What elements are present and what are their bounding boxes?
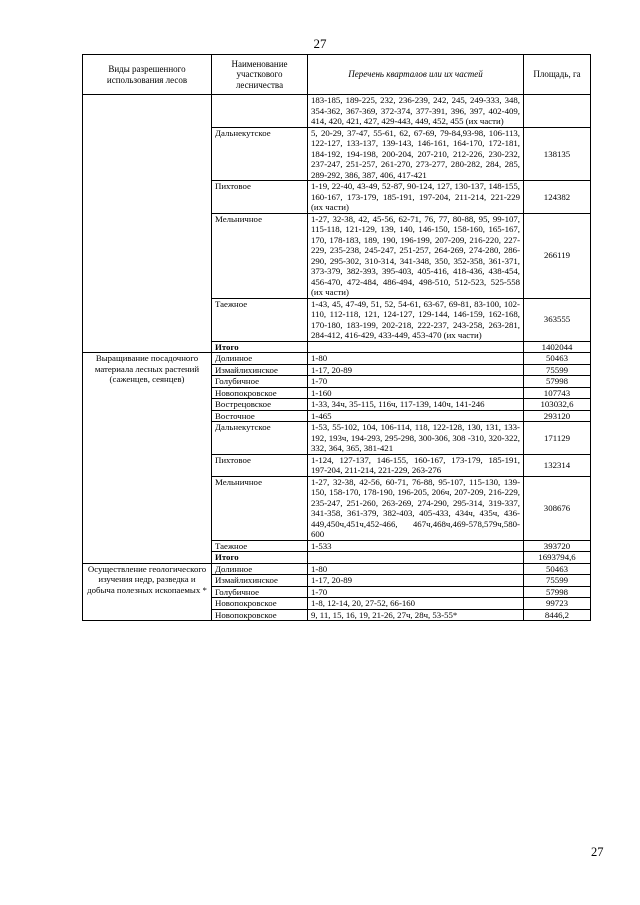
forestry-cell: Голубичное (212, 376, 308, 388)
area-cell: 293120 (524, 410, 591, 422)
quarters-cell: 1-17, 20-89 (308, 575, 524, 587)
table-row (83, 353, 591, 365)
forestry-cell: Новопокровское (212, 598, 308, 610)
forestry-cell: Новопокровское (212, 387, 308, 399)
table-body (83, 95, 591, 621)
quarters-cell: 1-80 (308, 353, 524, 365)
forestry-cell: Восточное (212, 410, 308, 422)
forestry-cell: Долинное (212, 353, 308, 365)
table-row (83, 563, 591, 575)
forestry-cell: Измайлихинское (212, 364, 308, 376)
area-cell: 308676 (524, 476, 591, 540)
area-cell: 57998 (524, 586, 591, 598)
quarters-cell: 1-160 (308, 387, 524, 399)
use-type-cell: Осуществление геологического изучения недр, разведка и добыча полезных ископаемых * (83, 563, 212, 621)
forestry-cell: Пихтовое (212, 181, 308, 214)
quarters-cell: 9, 11, 15, 16, 19, 21-26, 27ч, 28ч, 53-55* (308, 609, 524, 621)
area-cell: 57998 (524, 376, 591, 388)
use-type-cell (83, 95, 212, 353)
area-cell: 393720 (524, 540, 591, 552)
quarters-cell: 1-17, 20-89 (308, 364, 524, 376)
use-type-cell: Выращивание посадочного материала лесных растений (саженцев, сеянцев) (83, 353, 212, 564)
forestry-cell: Дальнекутское (212, 127, 308, 181)
quarters-cell: 1-70 (308, 586, 524, 598)
header-use-type: Виды разрешенного использования лесов (83, 55, 212, 95)
quarters-cell: 1-124, 127-137, 146-155, 160-167, 173-179, 185-191, 197-204, 211-214, 221-229, 263-276 (308, 454, 524, 476)
quarters-cell: 1-33, 34ч, 35-115, 116ч, 117-139, 140ч, 141-246 (308, 399, 524, 411)
forestry-cell: Итого (212, 552, 308, 564)
forestry-cell: Дальнекутское (212, 422, 308, 455)
area-cell: 50463 (524, 353, 591, 365)
forestry-cell: Пихтовое (212, 454, 308, 476)
area-cell: 363555 (524, 298, 591, 341)
forest-use-table (82, 54, 591, 621)
area-cell: 99723 (524, 598, 591, 610)
forestry-cell: Вострецовское (212, 399, 308, 411)
table-row (83, 95, 591, 128)
forestry-cell (212, 95, 308, 128)
quarters-cell: 1-465 (308, 410, 524, 422)
area-cell: 8446,2 (524, 609, 591, 621)
area-cell: 107743 (524, 387, 591, 399)
quarters-cell: 1-27, 32-38, 42, 45-56, 62-71, 76, 77, 80-88, 95, 99-107, 115-118, 121-129, 139, 140, 146-150, 158-160, 165-167, 170, 178-183, 189, 190, 196-199, 207-209, 216-220, 227-229, 235-238, 245-247, 251-257, 264-269, 274-280, 286-290, 295-302, 310-314, 341-348, 350, 352-358, 361-371, 373-379, 382-393, 395-403, 405-416, 418-436, 438-454, 456-470, 472-484, 486-494, 498-510, 512-523, 525-558 (их части) (308, 213, 524, 298)
quarters-cell (308, 552, 524, 564)
area-cell: 1402044 (524, 341, 591, 353)
forestry-cell: Долинное (212, 563, 308, 575)
area-cell: 1693794,6 (524, 552, 591, 564)
header-forestry: Наименование участкового лесничества (212, 55, 308, 95)
area-cell: 171129 (524, 422, 591, 455)
quarters-cell: 1-70 (308, 376, 524, 388)
quarters-cell: 1-27, 32-38, 42-56, 60-71, 76-88, 95-107, 115-130, 139-150, 158-170, 178-190, 196-205, 206ч, 207-209, 216-229, 235-247, 251-260, 263-269, 274-290, 295-314, 319-337, 341-358, 361-379, 382-403, 405-433, 434ч, 435ч, 436-449,450ч,451ч,452-466, 467ч,468ч,469-578,579ч,580-600 (308, 476, 524, 540)
quarters-cell: 5, 20-29, 37-47, 55-61, 62, 67-69, 79-84,93-98, 106-113, 122-127, 133-137, 139-143, 146-161, 164-170, 172-181, 184-192, 194-198, 200-204, 207-210, 212-226, 230-232, 237-247, 251-257, 261-270, 273-277, 280-282, 284, 285, 289-292, 386, 387, 406, 417-421 (308, 127, 524, 181)
forestry-cell: Итого (212, 341, 308, 353)
forestry-cell: Мельничное (212, 213, 308, 298)
quarters-cell: 1-19, 22-40, 43-49, 52-87, 90-124, 127, 130-137, 148-155, 160-167, 173-179, 185-191, 197-204, 211-214, 221-229 (их части) (308, 181, 524, 214)
area-cell (524, 95, 591, 128)
quarters-cell: 1-53, 55-102, 104, 106-114, 118, 122-128, 130, 131, 133-192, 193ч, 194-293, 295-298, 300-306, 308 -310, 320-322, 332, 364, 365, 381-421 (308, 422, 524, 455)
forestry-cell: Новопокровское (212, 609, 308, 621)
area-cell: 138135 (524, 127, 591, 181)
header-quarters: Перечень кварталов или их частей (308, 55, 524, 95)
forestry-cell: Таежное (212, 540, 308, 552)
area-cell: 75599 (524, 364, 591, 376)
forestry-cell: Голубичное (212, 586, 308, 598)
area-cell: 75599 (524, 575, 591, 587)
quarters-cell: 1-43, 45, 47-49, 51, 52, 54-61, 63-67, 69-81, 83-100, 102-110, 112-118, 121, 124-127, 129-144, 146-159, 162-168, 170-180, 183-199, 202-218, 222-237, 243-258, 263-281, 284-412, 416-429, 433-449, 453-470 (их части) (308, 298, 524, 341)
area-cell: 124382 (524, 181, 591, 214)
quarters-cell: 1-533 (308, 540, 524, 552)
area-cell: 103032,6 (524, 399, 591, 411)
forestry-cell: Измайлихинское (212, 575, 308, 587)
area-cell: 266119 (524, 213, 591, 298)
area-cell: 50463 (524, 563, 591, 575)
quarters-cell: 183-185, 189-225, 232, 236-239, 242, 245, 249-333, 348, 354-362, 367-369, 372-374, 377-391, 396, 397, 402-409, 414, 420, 421, 427, 429-443, 449, 452, 455 (их части) (308, 95, 524, 128)
table-header-row (83, 55, 591, 95)
header-area: Площадь, га (524, 55, 591, 95)
page-number-bottom: 27 (591, 845, 604, 859)
area-cell: 132314 (524, 454, 591, 476)
forestry-cell: Мельничное (212, 476, 308, 540)
quarters-cell: 1-8, 12-14, 20, 27-52, 66-160 (308, 598, 524, 610)
quarters-cell: 1-80 (308, 563, 524, 575)
page-number-top: 27 (313, 36, 327, 51)
quarters-cell (308, 341, 524, 353)
forestry-cell: Таежное (212, 298, 308, 341)
